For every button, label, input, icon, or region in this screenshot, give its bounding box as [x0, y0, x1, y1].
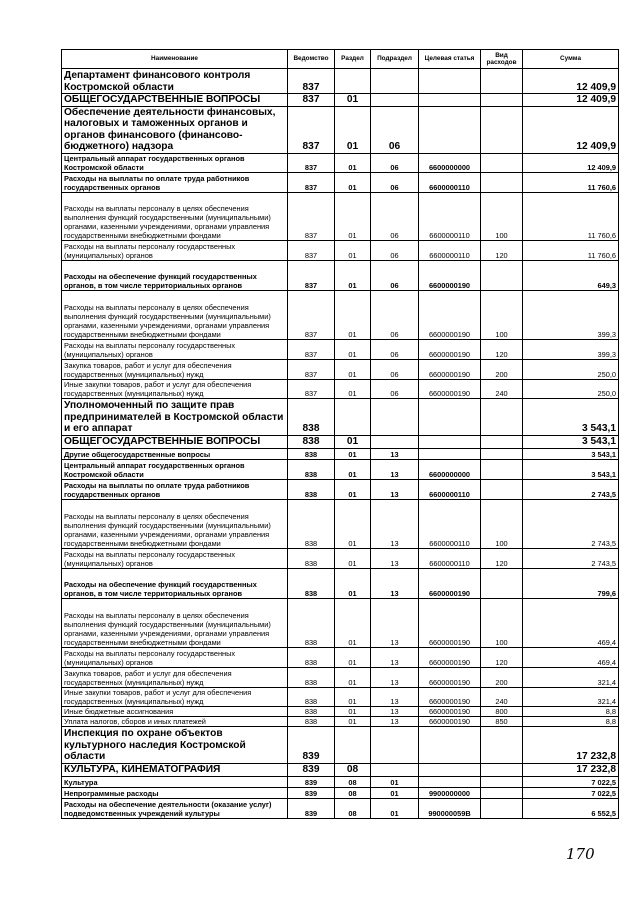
row-sum: 6 552,5 [523, 798, 619, 818]
table-row [62, 667, 619, 687]
row-subsection: 13 [371, 499, 419, 548]
row-name: Расходы на выплаты по оплате труда работников государственных органов [62, 479, 288, 499]
row-target-article: 6600000110 [419, 192, 481, 240]
row-name: Расходы на обеспечение функций государственных органов, в том числе территориальных органов [62, 568, 288, 598]
row-target-article: 6600000000 [419, 459, 481, 479]
row-department: 837 [288, 153, 335, 172]
row-subsection: 01 [371, 798, 419, 818]
row-target-article: 6600000190 [419, 647, 481, 667]
row-expense-type: 240 [481, 379, 523, 398]
row-target-article: 6600000190 [419, 706, 481, 716]
table-row [62, 153, 619, 172]
row-target-article [419, 448, 481, 459]
row-target-article [419, 94, 481, 107]
row-subsection [371, 398, 419, 435]
table-row [62, 647, 619, 667]
row-subsection: 06 [371, 240, 419, 260]
row-section: 01 [335, 172, 371, 192]
row-sum: 799,6 [523, 568, 619, 598]
row-section: 01 [335, 359, 371, 379]
table-row [62, 398, 619, 435]
row-department: 838 [288, 687, 335, 706]
row-sum: 8,8 [523, 716, 619, 726]
row-target-article [419, 106, 481, 153]
row-expense-type [481, 94, 523, 107]
row-subsection: 06 [371, 339, 419, 359]
table-row [62, 716, 619, 726]
row-expense-type [481, 763, 523, 776]
row-subsection: 13 [371, 479, 419, 499]
row-section: 01 [335, 598, 371, 647]
row-name: Расходы на выплаты персоналу в целях обеспечения выполнения функций государственными (муниципальными) органами, казенными учреждениями, органами управления государственными внебюджетными фондами [62, 290, 288, 339]
row-department: 839 [288, 787, 335, 798]
row-department: 839 [288, 726, 335, 763]
row-expense-type [481, 172, 523, 192]
row-expense-type: 240 [481, 687, 523, 706]
row-department: 838 [288, 667, 335, 687]
table-row [62, 379, 619, 398]
row-subsection [371, 763, 419, 776]
row-department: 837 [288, 379, 335, 398]
row-department: 839 [288, 798, 335, 818]
row-expense-type: 120 [481, 548, 523, 568]
row-expense-type: 120 [481, 240, 523, 260]
row-expense-type [481, 568, 523, 598]
table-row [62, 192, 619, 240]
row-sum: 321,4 [523, 687, 619, 706]
row-department: 837 [288, 106, 335, 153]
row-expense-type [481, 448, 523, 459]
row-subsection: 13 [371, 598, 419, 647]
header-name: Наименование [62, 50, 288, 69]
row-sum: 399,3 [523, 339, 619, 359]
row-section: 01 [335, 379, 371, 398]
row-target-article: 6600000190 [419, 598, 481, 647]
row-target-article: 6600000190 [419, 290, 481, 339]
row-expense-type: 200 [481, 359, 523, 379]
header-target-article: Целевая статья [419, 50, 481, 69]
header-department: Ведомство [288, 50, 335, 69]
row-department: 838 [288, 568, 335, 598]
row-sum: 8,8 [523, 706, 619, 716]
row-name: Расходы на выплаты персоналу государственных (муниципальных) органов [62, 548, 288, 568]
row-section: 08 [335, 798, 371, 818]
row-expense-type [481, 776, 523, 787]
row-section: 08 [335, 787, 371, 798]
row-department: 838 [288, 499, 335, 548]
table-row [62, 479, 619, 499]
row-section: 01 [335, 687, 371, 706]
row-department: 837 [288, 290, 335, 339]
row-name: Расходы на выплаты персоналу государственных (муниципальных) органов [62, 240, 288, 260]
row-expense-type [481, 726, 523, 763]
row-section: 01 [335, 240, 371, 260]
row-section: 01 [335, 548, 371, 568]
row-name: Расходы на выплаты персоналу в целях обеспечения выполнения функций государственными (муниципальными) органами, казенными учреждениями, органами управления государственными внебюджетными фондами [62, 598, 288, 647]
row-department: 838 [288, 548, 335, 568]
row-name: Другие общегосударственные вопросы [62, 448, 288, 459]
row-subsection: 13 [371, 448, 419, 459]
row-name: Расходы на обеспечение деятельности (оказание услуг) подведомственных учреждений культуры [62, 798, 288, 818]
table-row [62, 448, 619, 459]
row-expense-type: 100 [481, 290, 523, 339]
row-subsection: 06 [371, 359, 419, 379]
row-subsection: 13 [371, 568, 419, 598]
row-subsection [371, 94, 419, 107]
row-name: Иные бюджетные ассигнования [62, 706, 288, 716]
table-row [62, 260, 619, 290]
row-section: 01 [335, 106, 371, 153]
budget-table [61, 49, 619, 819]
table-row [62, 106, 619, 153]
row-expense-type: 120 [481, 339, 523, 359]
table-row [62, 568, 619, 598]
row-expense-type: 800 [481, 706, 523, 716]
row-department: 838 [288, 647, 335, 667]
row-target-article: 6600000190 [419, 687, 481, 706]
row-expense-type [481, 398, 523, 435]
row-section [335, 69, 371, 94]
row-section: 01 [335, 339, 371, 359]
table-row [62, 787, 619, 798]
row-sum: 11 760,6 [523, 192, 619, 240]
table-row [62, 548, 619, 568]
row-target-article: 6600000110 [419, 499, 481, 548]
row-target-article: 6600000190 [419, 359, 481, 379]
table-body [62, 69, 619, 819]
table-row [62, 69, 619, 94]
row-target-article [419, 776, 481, 787]
row-target-article: 9900000000 [419, 787, 481, 798]
row-name: Иные закупки товаров, работ и услуг для обеспечения государственных (муниципальных) нужд [62, 379, 288, 398]
row-target-article [419, 435, 481, 448]
row-department: 838 [288, 479, 335, 499]
row-name: ОБЩЕГОСУДАРСТВЕННЫЕ ВОПРОСЫ [62, 435, 288, 448]
row-name: Департамент финансового контроля Костромской области [62, 69, 288, 94]
row-expense-type [481, 153, 523, 172]
header-sum: Сумма [523, 50, 619, 69]
row-department: 838 [288, 398, 335, 435]
row-section: 01 [335, 667, 371, 687]
row-name: Инспекция по охране объектов культурного наследия Костромской области [62, 726, 288, 763]
row-section: 08 [335, 763, 371, 776]
row-target-article: 6600000190 [419, 379, 481, 398]
row-target-article: 6600000190 [419, 568, 481, 598]
row-sum: 11 760,6 [523, 172, 619, 192]
row-department: 837 [288, 359, 335, 379]
row-expense-type: 100 [481, 192, 523, 240]
row-target-article [419, 398, 481, 435]
row-department: 838 [288, 435, 335, 448]
row-target-article: 6600000190 [419, 339, 481, 359]
row-department: 838 [288, 459, 335, 479]
row-section: 01 [335, 435, 371, 448]
row-expense-type [481, 798, 523, 818]
row-name: Культура [62, 776, 288, 787]
row-sum: 2 743,5 [523, 479, 619, 499]
row-subsection: 06 [371, 153, 419, 172]
row-section: 01 [335, 459, 371, 479]
row-sum: 2 743,5 [523, 548, 619, 568]
header-subsection: Подраздел [371, 50, 419, 69]
table-row [62, 459, 619, 479]
row-expense-type [481, 260, 523, 290]
row-section: 01 [335, 716, 371, 726]
row-subsection: 13 [371, 459, 419, 479]
row-sum: 321,4 [523, 667, 619, 687]
row-target-article [419, 763, 481, 776]
row-target-article: 6600000190 [419, 260, 481, 290]
row-subsection [371, 726, 419, 763]
row-sum: 12 409,9 [523, 69, 619, 94]
table-row [62, 359, 619, 379]
table-row [62, 726, 619, 763]
row-subsection: 13 [371, 687, 419, 706]
row-name: КУЛЬТУРА, КИНЕМАТОГРАФИЯ [62, 763, 288, 776]
row-name: Закупка товаров, работ и услуг для обеспечения государственных (муниципальных) нужд [62, 667, 288, 687]
table-row [62, 776, 619, 787]
header-section: Раздел [335, 50, 371, 69]
row-subsection: 13 [371, 716, 419, 726]
row-sum: 250,0 [523, 359, 619, 379]
row-sum: 469,4 [523, 598, 619, 647]
row-department: 837 [288, 192, 335, 240]
row-expense-type [481, 479, 523, 499]
row-name: Закупка товаров, работ и услуг для обеспечения государственных (муниципальных) нужд [62, 359, 288, 379]
row-name: Центральный аппарат государственных органов Костромской области [62, 459, 288, 479]
row-sum: 3 543,1 [523, 398, 619, 435]
row-sum: 17 232,8 [523, 763, 619, 776]
row-subsection: 06 [371, 192, 419, 240]
row-expense-type [481, 787, 523, 798]
row-expense-type: 200 [481, 667, 523, 687]
row-sum: 7 022,5 [523, 776, 619, 787]
row-expense-type [481, 69, 523, 94]
table-row [62, 763, 619, 776]
row-sum: 399,3 [523, 290, 619, 339]
row-target-article: 6600000110 [419, 548, 481, 568]
row-name: Уплата налогов, сборов и иных платежей [62, 716, 288, 726]
row-department: 838 [288, 716, 335, 726]
row-department: 837 [288, 172, 335, 192]
row-expense-type: 120 [481, 647, 523, 667]
row-section [335, 726, 371, 763]
header-expense-type: Вид расходов [481, 50, 523, 69]
row-subsection: 01 [371, 787, 419, 798]
row-sum: 469,4 [523, 647, 619, 667]
table-row [62, 435, 619, 448]
row-name: Расходы на обеспечение функций государственных органов, в том числе территориальных органов [62, 260, 288, 290]
row-name: Расходы на выплаты по оплате труда работников государственных органов [62, 172, 288, 192]
row-target-article: 6600000110 [419, 172, 481, 192]
row-subsection: 13 [371, 706, 419, 716]
row-subsection: 13 [371, 667, 419, 687]
row-subsection: 06 [371, 290, 419, 339]
row-subsection: 06 [371, 379, 419, 398]
row-sum: 12 409,9 [523, 94, 619, 107]
row-name: Обеспечение деятельности финансовых, налоговых и таможенных органов и органов финансового (финансово-бюджетного) надзора [62, 106, 288, 153]
row-expense-type [481, 106, 523, 153]
row-subsection [371, 435, 419, 448]
row-section: 08 [335, 776, 371, 787]
row-expense-type [481, 459, 523, 479]
table-row [62, 94, 619, 107]
row-department: 839 [288, 776, 335, 787]
row-subsection: 06 [371, 260, 419, 290]
table-row [62, 706, 619, 716]
row-expense-type: 100 [481, 499, 523, 548]
table-row [62, 240, 619, 260]
row-sum: 17 232,8 [523, 726, 619, 763]
row-name: ОБЩЕГОСУДАРСТВЕННЫЕ ВОПРОСЫ [62, 94, 288, 107]
row-expense-type [481, 435, 523, 448]
row-target-article [419, 726, 481, 763]
row-section: 01 [335, 479, 371, 499]
table-header-row [62, 50, 619, 69]
row-department: 837 [288, 94, 335, 107]
row-subsection: 06 [371, 172, 419, 192]
row-subsection: 06 [371, 106, 419, 153]
row-target-article: 6600000190 [419, 667, 481, 687]
row-target-article: 6600000110 [419, 240, 481, 260]
row-section [335, 398, 371, 435]
row-sum: 7 022,5 [523, 787, 619, 798]
table-row [62, 499, 619, 548]
row-section: 01 [335, 260, 371, 290]
row-section: 01 [335, 448, 371, 459]
row-section: 01 [335, 153, 371, 172]
table-row [62, 687, 619, 706]
row-target-article: 6600000110 [419, 479, 481, 499]
row-department: 837 [288, 69, 335, 94]
row-subsection: 13 [371, 548, 419, 568]
row-target-article: 6600000190 [419, 716, 481, 726]
row-name: Иные закупки товаров, работ и услуг для обеспечения государственных (муниципальных) нужд [62, 687, 288, 706]
row-section: 01 [335, 568, 371, 598]
row-subsection: 13 [371, 647, 419, 667]
row-target-article: 6600000000 [419, 153, 481, 172]
row-name: Центральный аппарат государственных органов Костромской области [62, 153, 288, 172]
row-name: Непрограммные расходы [62, 787, 288, 798]
row-sum: 2 743,5 [523, 499, 619, 548]
row-section: 01 [335, 94, 371, 107]
row-department: 839 [288, 763, 335, 776]
row-department: 838 [288, 706, 335, 716]
page-number: 170 [566, 845, 595, 863]
row-target-article: 990000059В [419, 798, 481, 818]
row-sum: 11 760,6 [523, 240, 619, 260]
row-section: 01 [335, 290, 371, 339]
row-sum: 3 543,1 [523, 459, 619, 479]
table-row [62, 339, 619, 359]
row-expense-type: 850 [481, 716, 523, 726]
row-subsection [371, 69, 419, 94]
table-row [62, 598, 619, 647]
row-sum: 3 543,1 [523, 448, 619, 459]
row-section: 01 [335, 706, 371, 716]
row-department: 837 [288, 260, 335, 290]
row-sum: 12 409,9 [523, 106, 619, 153]
row-name: Расходы на выплаты персоналу в целях обеспечения выполнения функций государственными (муниципальными) органами, казенными учреждениями, органами управления государственными внебюджетными фондами [62, 192, 288, 240]
row-department: 837 [288, 339, 335, 359]
row-department: 837 [288, 240, 335, 260]
row-name: Уполномоченный по защите прав предпринимателей в Костромской области и его аппарат [62, 398, 288, 435]
row-sum: 3 543,1 [523, 435, 619, 448]
row-department: 838 [288, 598, 335, 647]
row-expense-type: 100 [481, 598, 523, 647]
row-sum: 250,0 [523, 379, 619, 398]
row-sum: 649,3 [523, 260, 619, 290]
row-name: Расходы на выплаты персоналу государственных (муниципальных) органов [62, 339, 288, 359]
row-subsection: 01 [371, 776, 419, 787]
row-name: Расходы на выплаты персоналу государственных (муниципальных) органов [62, 647, 288, 667]
row-department: 838 [288, 448, 335, 459]
row-section: 01 [335, 192, 371, 240]
row-name: Расходы на выплаты персоналу в целях обеспечения выполнения функций государственными (муниципальными) органами, казенными учреждениями, органами управления государственными внебюджетными фондами [62, 499, 288, 548]
table-row [62, 172, 619, 192]
row-target-article [419, 69, 481, 94]
row-section: 01 [335, 647, 371, 667]
row-section: 01 [335, 499, 371, 548]
table-row [62, 798, 619, 818]
row-sum: 12 409,9 [523, 153, 619, 172]
table-row [62, 290, 619, 339]
